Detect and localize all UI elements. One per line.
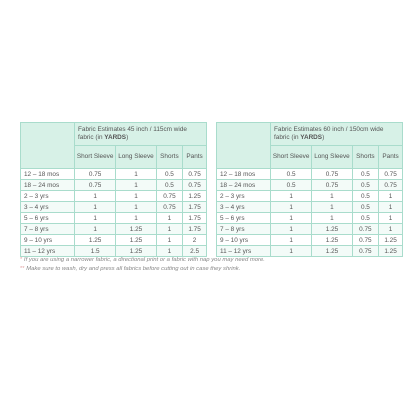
yardage-cell: 1 <box>312 191 352 202</box>
size-label: 3 – 4 yrs <box>217 202 271 213</box>
yardage-cell: 0.5 <box>156 180 182 191</box>
yardage-cell: 1 <box>75 191 116 202</box>
table-row <box>217 180 403 191</box>
yardage-cell: 1 <box>156 224 182 235</box>
yardage-cell: 0.75 <box>183 180 207 191</box>
size-label: 11 – 12 yrs <box>21 246 75 257</box>
yardage-cell: 0.75 <box>379 169 403 180</box>
table-row <box>217 169 403 180</box>
footnote-marker: * <box>20 257 23 263</box>
footnote-text: If you are using a narrower fabric, a directional print or a fabric with nap you may need more. <box>22 257 265 263</box>
table-row <box>217 224 403 235</box>
yardage-cell: 0.5 <box>156 169 182 180</box>
table-title-unit: YARDS <box>104 134 127 141</box>
yardage-cell: 1.25 <box>116 224 156 235</box>
yardage-cell: 0.75 <box>379 180 403 191</box>
yardage-cell: 1 <box>116 202 156 213</box>
yardage-cell: 1 <box>75 202 116 213</box>
column-header: Pants <box>379 146 403 169</box>
yardage-cell: 1 <box>156 213 182 224</box>
table-title-unit: YARDS <box>300 134 323 141</box>
fabric-table-45in <box>20 122 207 257</box>
table-row <box>21 202 207 213</box>
yardage-cell: 1 <box>116 191 156 202</box>
table-row <box>217 213 403 224</box>
yardage-cell: 0.75 <box>352 235 378 246</box>
yardage-cell: 1 <box>156 246 182 257</box>
yardage-cell: 1.25 <box>183 191 207 202</box>
table-corner <box>21 123 75 169</box>
table-row <box>21 246 207 257</box>
yardage-cell: 2 <box>183 235 207 246</box>
table-row <box>21 235 207 246</box>
table-row <box>21 169 207 180</box>
yardage-cell: 0.5 <box>352 191 378 202</box>
yardage-cell: 1 <box>271 213 312 224</box>
size-label: 11 – 12 yrs <box>217 246 271 257</box>
table-title <box>271 123 403 146</box>
yardage-cell: 0.75 <box>352 246 378 257</box>
yardage-cell: 1 <box>116 213 156 224</box>
yardage-cell: 1.75 <box>183 213 207 224</box>
table-row <box>217 235 403 246</box>
size-label: 12 – 18 mos <box>217 169 271 180</box>
yardage-cell: 1.75 <box>183 202 207 213</box>
size-label: 9 – 10 yrs <box>21 235 75 246</box>
yardage-cell: 0.5 <box>352 180 378 191</box>
yardage-cell: 1.25 <box>379 246 403 257</box>
yardage-cell: 1 <box>379 191 403 202</box>
yardage-cell: 1.75 <box>183 224 207 235</box>
size-label: 12 – 18 mos <box>21 169 75 180</box>
yardage-cell: 0.5 <box>271 180 312 191</box>
yardage-cell: 1 <box>379 213 403 224</box>
table-row <box>217 246 403 257</box>
size-label: 9 – 10 yrs <box>217 235 271 246</box>
table-row <box>217 191 403 202</box>
yardage-cell: 1.25 <box>379 235 403 246</box>
yardage-cell: 1.5 <box>75 246 116 257</box>
yardage-cell: 1.25 <box>116 235 156 246</box>
yardage-cell: 0.75 <box>312 180 352 191</box>
column-header: Long Sleeve <box>312 146 352 169</box>
yardage-cell: 1 <box>75 224 116 235</box>
table-row <box>21 213 207 224</box>
table-row <box>21 180 207 191</box>
yardage-cell: 1 <box>312 213 352 224</box>
fabric-table-60in <box>216 122 403 257</box>
yardage-cell: 1 <box>312 202 352 213</box>
yardage-cell: 2.5 <box>183 246 207 257</box>
column-header: Short Sleeve <box>75 146 116 169</box>
table-row <box>217 202 403 213</box>
yardage-cell: 1 <box>271 235 312 246</box>
yardage-cell: 0.5 <box>352 213 378 224</box>
table-title-text: Fabric Estimates 60 inch / 150cm wide fabric (in <box>274 126 384 141</box>
yardage-cell: 1 <box>156 235 182 246</box>
table-title-suffix: ) <box>126 134 129 141</box>
fabric-tables <box>20 122 403 257</box>
size-label: 3 – 4 yrs <box>21 202 75 213</box>
yardage-cell: 1.25 <box>116 246 156 257</box>
yardage-cell: 1.25 <box>312 224 352 235</box>
yardage-cell: 0.5 <box>352 202 378 213</box>
yardage-cell: 1 <box>271 191 312 202</box>
yardage-cell: 1 <box>75 213 116 224</box>
yardage-cell: 0.75 <box>156 202 182 213</box>
yardage-cell: 0.5 <box>352 169 378 180</box>
yardage-cell: 1 <box>379 224 403 235</box>
yardage-cell: 1 <box>271 202 312 213</box>
yardage-cell: 0.75 <box>312 169 352 180</box>
size-label: 5 – 6 yrs <box>21 213 75 224</box>
footnote-narrow-fabric <box>20 256 400 265</box>
yardage-cell: 1 <box>379 202 403 213</box>
yardage-cell: 1.25 <box>312 246 352 257</box>
column-header: Shorts <box>156 146 182 169</box>
table-row <box>21 224 207 235</box>
column-header: Short Sleeve <box>271 146 312 169</box>
table-corner <box>217 123 271 169</box>
footnote-prewash <box>20 265 400 274</box>
table-title-text: Fabric Estimates 45 inch / 115cm wide fabric (in <box>78 126 187 141</box>
yardage-cell: 1.25 <box>312 235 352 246</box>
column-header: Shorts <box>352 146 378 169</box>
yardage-cell: 1 <box>271 246 312 257</box>
yardage-cell: 0.75 <box>156 191 182 202</box>
size-label: 2 – 3 yrs <box>21 191 75 202</box>
table-row <box>21 191 207 202</box>
yardage-cell: 0.75 <box>75 169 116 180</box>
yardage-cell: 0.75 <box>183 169 207 180</box>
yardage-cell: 0.75 <box>75 180 116 191</box>
size-label: 7 – 8 yrs <box>217 224 271 235</box>
table-title-suffix: ) <box>322 134 325 141</box>
size-label: 7 – 8 yrs <box>21 224 75 235</box>
yardage-cell: 1 <box>116 169 156 180</box>
size-label: 2 – 3 yrs <box>217 191 271 202</box>
size-label: 18 – 24 mos <box>217 180 271 191</box>
table-title <box>75 123 207 146</box>
yardage-cell: 1.25 <box>75 235 116 246</box>
yardage-cell: 1 <box>271 224 312 235</box>
column-header: Pants <box>183 146 207 169</box>
footnote-marker: ** <box>20 266 25 272</box>
footnote-text: Make sure to wash, dry and press all fabrics before cutting out in case they shrink. <box>24 266 241 272</box>
yardage-cell: 0.75 <box>352 224 378 235</box>
size-label: 5 – 6 yrs <box>217 213 271 224</box>
size-label: 18 – 24 mos <box>21 180 75 191</box>
yardage-cell: 1 <box>116 180 156 191</box>
column-header: Long Sleeve <box>116 146 156 169</box>
yardage-cell: 0.5 <box>271 169 312 180</box>
footnotes <box>20 256 400 274</box>
